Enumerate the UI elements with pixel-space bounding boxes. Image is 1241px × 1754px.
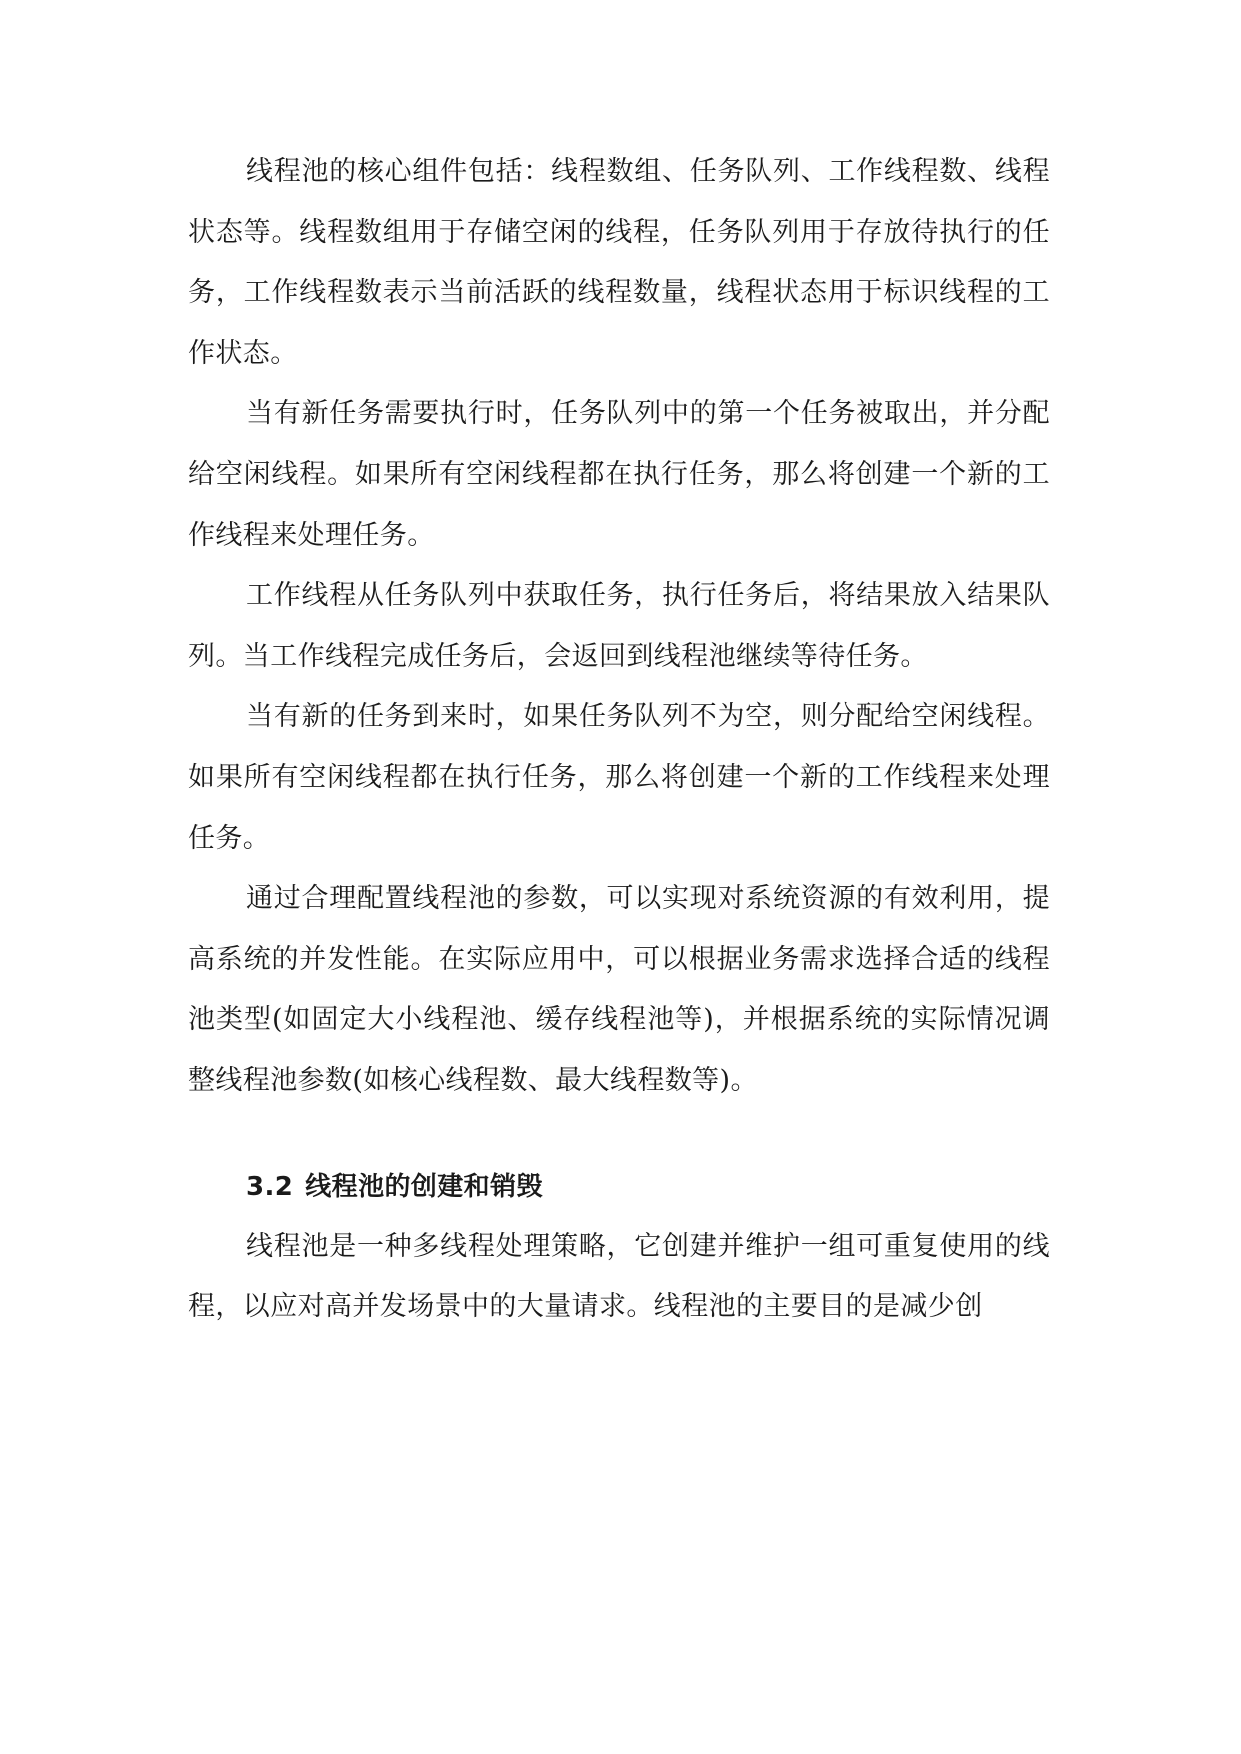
paragraph-task-dispatch: 当有新任务需要执行时，任务队列中的第一个任务被取出，并分配给空闲线程。如果所有空闲线程都在执行任务，那么将创建一个新的工作线程来处理任务。	[188, 398, 1050, 551]
paragraph-configuration: 通过合理配置线程池的参数，可以实现对系统资源的有效利用，提高系统的并发性能。在实际应用中，可以根据业务需求选择合适的线程池类型(如固定大小线程池、缓存线程池等)，并根据系统的实际情况调整线程池参数(如核心线程数、最大线程数等)。	[188, 883, 1050, 1096]
section-heading	[188, 1157, 1050, 1217]
paragraph-thread-pool-definition: 线程池是一种多线程处理策略，它创建并维护一组可重复使用的线程，以应对高并发场景中的大量请求。线程池的主要目的是减少创	[188, 1230, 1050, 1323]
paragraph-core-components: 线程池的核心组件包括：线程数组、任务队列、工作线程数、线程状态等。线程数组用于存储空闲的线程，任务队列用于存放待执行的任务，工作线程数表示当前活跃的线程数量，线程状态用于标识线程的工作状态。	[188, 156, 1050, 369]
paragraph-new-task: 当有新的任务到来时，如果任务队列不为空，则分配给空闲线程。如果所有空闲线程都在执行任务，那么将创建一个新的工作线程来处理任务。	[188, 701, 1050, 854]
paragraph-worker-thread: 工作线程从任务队列中获取任务，执行任务后，将结果放入结果队列。当工作线程完成任务后，会返回到线程池继续等待任务。	[188, 580, 1050, 672]
document-page	[188, 142, 1050, 1338]
section-number: 3.2	[246, 1171, 294, 1202]
section-title: 线程池的创建和销毁	[305, 1171, 543, 1202]
